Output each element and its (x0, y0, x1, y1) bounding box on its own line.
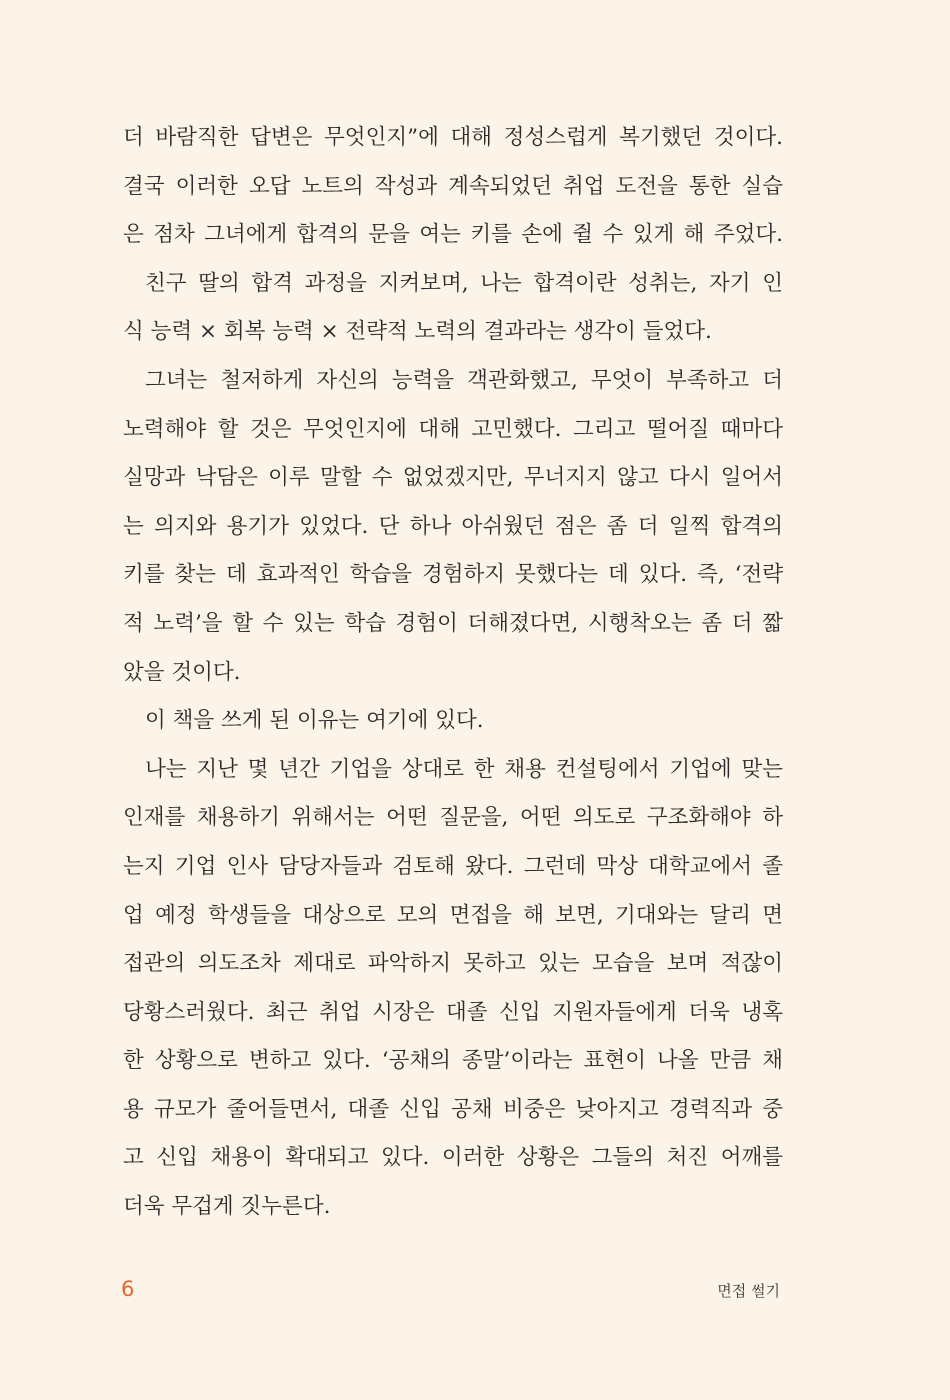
text-line: 았을 것이다. (123, 659, 241, 685)
text-line: 실망과 낙담은 이루 말할 수 없었겠지만, 무너지지 않고 다시 일어서 (123, 465, 783, 491)
running-title: 면접 썰기 (717, 1282, 780, 1300)
text-line: 업 예정 학생들을 대상으로 모의 면접을 해 보면, 기대와는 달리 면 (123, 902, 783, 928)
text-line: 용 규모가 줄어들면서, 대졸 신입 공채 비중은 낮아지고 경력직과 중 (123, 1096, 783, 1122)
text-line: 더 바람직한 답변은 무엇인지”에 대해 정성스럽게 복기했던 것이다. (123, 125, 783, 150)
text-line: 나는 지난 몇 년간 기업을 상대로 한 채용 컨설팅에서 기업에 맞는 (145, 756, 783, 782)
text-line: 한 상황으로 변하고 있다. ‘공채의 종말’이라는 표현이 나올 만큼 채 (123, 1048, 783, 1074)
text-line: 인재를 채용하기 위해서는 어떤 질문을, 어떤 의도로 구조화해야 하 (123, 805, 783, 831)
body-text (123, 114, 783, 1232)
text-line: 은 점차 그녀에게 합격의 문을 여는 키를 손에 쥘 수 있게 해 주었다. (123, 222, 783, 248)
text-line: 노력해야 할 것은 무엇인지에 대해 고민했다. 그리고 떨어질 때마다 (123, 416, 783, 442)
text-line: 친구 딸의 합격 과정을 지켜보며, 나는 합격이란 성취는, 자기 인 (145, 270, 783, 296)
text-line: 키를 찾는 데 효과적인 학습을 경험하지 못했다는 데 있다. 즉, ‘전략 (123, 562, 783, 588)
text-line: 식 능력 × 회복 능력 × 전략적 노력의 결과라는 생각이 들었다. (123, 319, 712, 345)
page-number: 6 (121, 1277, 135, 1301)
text-line: 접관의 의도조차 제대로 파악하지 못하고 있는 모습을 보며 적잖이 (123, 951, 783, 977)
text-line: 그녀는 철저하게 자신의 능력을 객관화했고, 무엇이 부족하고 더 (145, 367, 783, 393)
text-line: 는지 기업 인사 담당자들과 검토해 왔다. 그런데 막상 대학교에서 졸 (123, 853, 783, 879)
text-line: 결국 이러한 오답 노트의 작성과 계속되었던 취업 도전을 통한 실습 (123, 173, 783, 199)
text-line: 는 의지와 용기가 있었다. 단 하나 아쉬웠던 점은 좀 더 일찍 합격의 (123, 513, 783, 539)
text-line: 적 노력’을 할 수 있는 학습 경험이 더해졌다면, 시행착오는 좀 더 짧 (123, 610, 783, 636)
text-line: 당황스러웠다. 최근 취업 시장은 대졸 신입 지원자들에게 더욱 냉혹 (123, 999, 783, 1025)
text-line: 고 신입 채용이 확대되고 있다. 이러한 상황은 그들의 처진 어깨를 (123, 1145, 783, 1171)
text-line: 더욱 무겁게 짓누른다. (123, 1194, 331, 1220)
text-line: 이 책을 쓰게 된 이유는 여기에 있다. (145, 708, 484, 734)
